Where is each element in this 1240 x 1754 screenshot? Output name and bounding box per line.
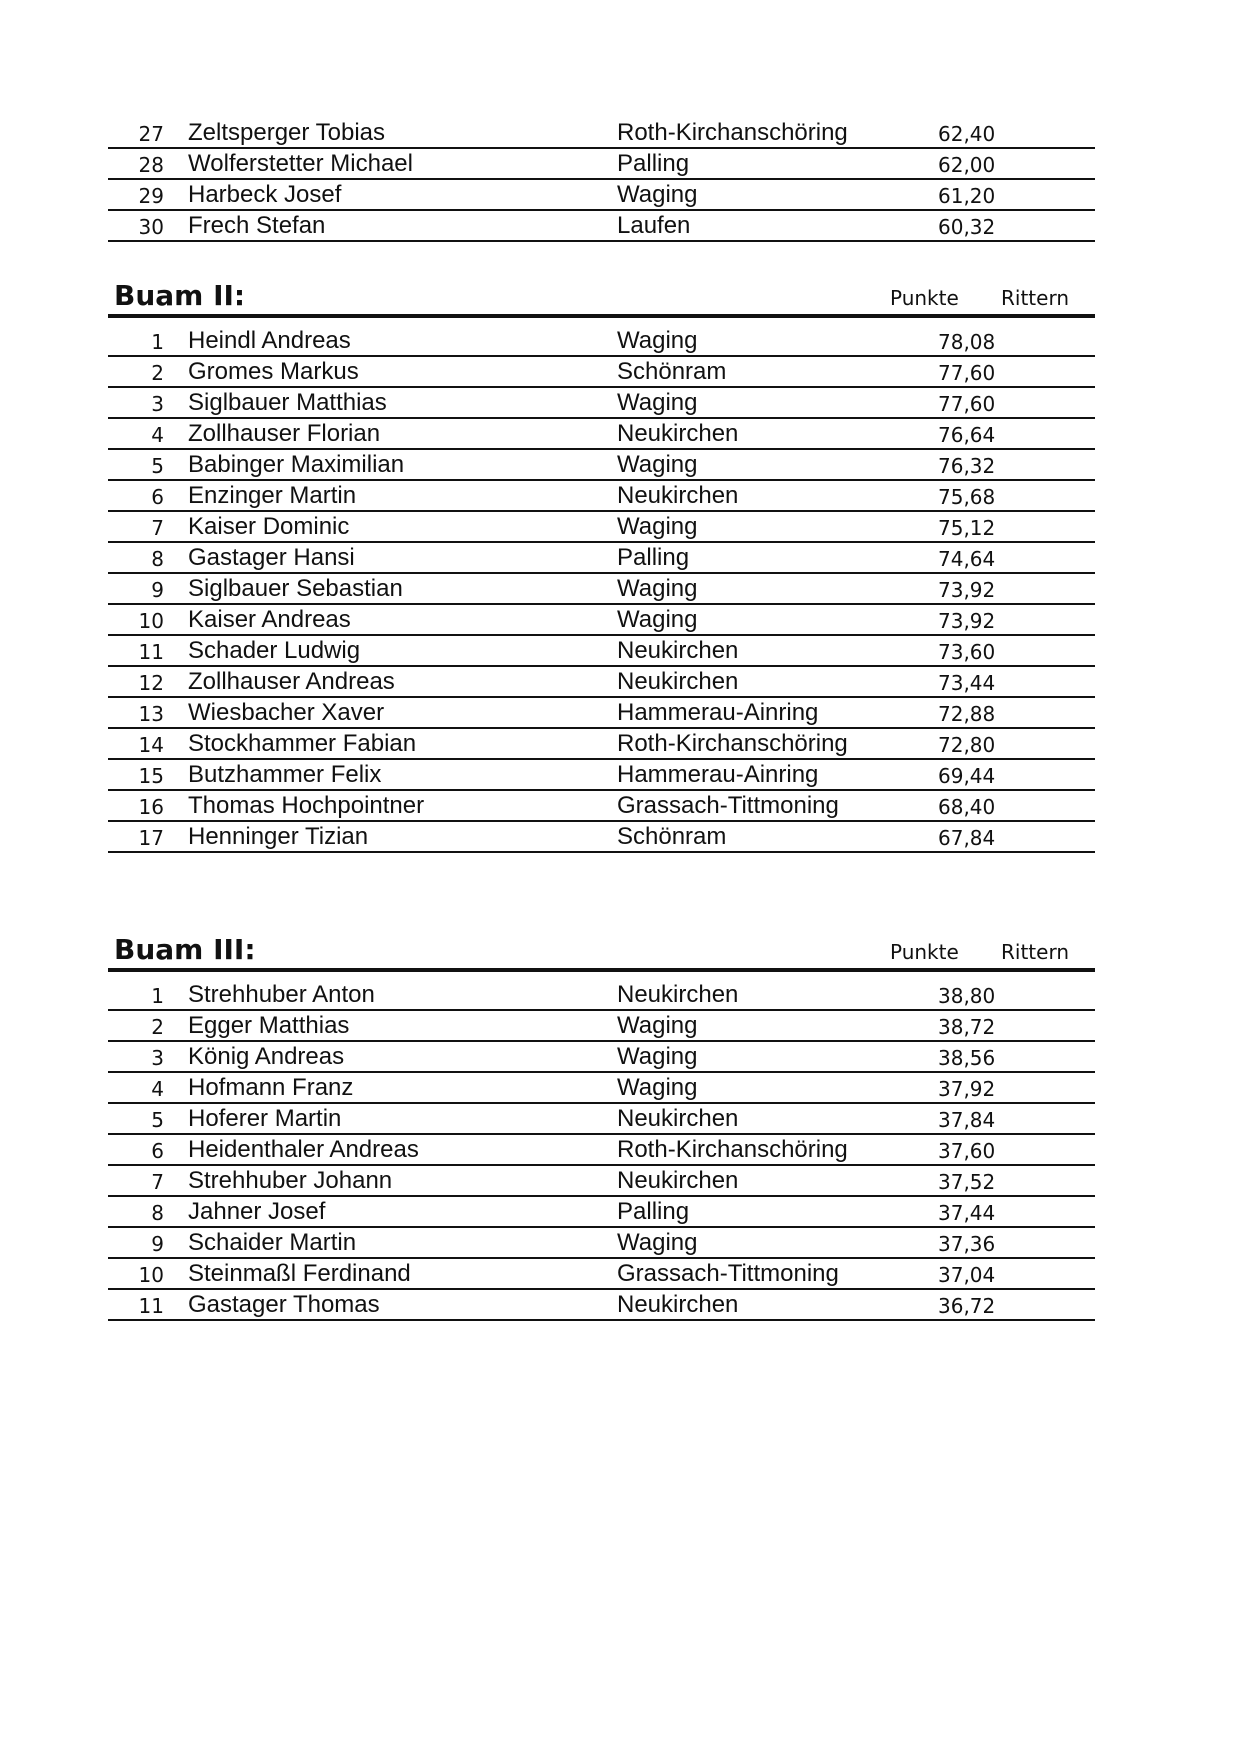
rank-cell: 2: [151, 1015, 164, 1039]
rank-cell: 4: [151, 423, 164, 447]
points-cell: 73,92: [938, 609, 996, 633]
name-cell: Zollhauser Florian: [188, 420, 381, 447]
rank-cell: 9: [151, 578, 164, 602]
name-cell: Frech Stefan: [188, 212, 326, 239]
table-row: [108, 574, 1095, 605]
club-cell: Grassach-Tittmoning: [617, 1260, 839, 1287]
table-row: [108, 450, 1095, 481]
table-row: [108, 1290, 1095, 1321]
rank-cell: 15: [138, 764, 164, 788]
points-cell: 76,64: [938, 423, 996, 447]
name-cell: Schaider Martin: [188, 1229, 357, 1256]
points-cell: 61,20: [938, 184, 996, 208]
table-row: [108, 149, 1095, 180]
table-row: [108, 118, 1095, 149]
table-row: [108, 419, 1095, 450]
section-title: Buam II:: [114, 279, 246, 312]
points-cell: 37,84: [938, 1108, 996, 1132]
points-cell: 77,60: [938, 392, 996, 416]
rank-cell: 5: [151, 454, 164, 478]
rank-cell: 12: [138, 671, 164, 695]
table-row: [108, 1197, 1095, 1228]
points-cell: 62,40: [938, 122, 996, 146]
buam-iii-section: [108, 932, 1095, 1321]
table-row: [108, 1228, 1095, 1259]
table-row: [108, 180, 1095, 211]
name-cell: Siglbauer Sebastian: [188, 575, 403, 602]
name-cell: Butzhammer Felix: [188, 761, 382, 788]
buam-ii-section: [108, 278, 1095, 853]
name-cell: Harbeck Josef: [188, 181, 342, 208]
rank-cell: 5: [151, 1108, 164, 1132]
table-row: [108, 211, 1095, 242]
rank-cell: 8: [151, 547, 164, 571]
name-cell: Stockhammer Fabian: [188, 730, 417, 757]
table-row: [108, 698, 1095, 729]
name-cell: Jahner Josef: [188, 1198, 326, 1225]
club-cell: Neukirchen: [617, 981, 739, 1008]
club-cell: Roth-Kirchanschöring: [617, 119, 848, 146]
club-cell: Neukirchen: [617, 482, 739, 509]
table-row: [108, 543, 1095, 574]
table-row: [108, 1011, 1095, 1042]
rank-cell: 3: [151, 1046, 164, 1070]
rank-cell: 6: [151, 485, 164, 509]
name-cell: Egger Matthias: [188, 1012, 350, 1039]
rank-cell: 1: [151, 984, 164, 1008]
club-cell: Neukirchen: [617, 668, 739, 695]
name-cell: Gromes Markus: [188, 358, 359, 385]
points-cell: 37,36: [938, 1232, 996, 1256]
club-cell: Waging: [617, 1012, 698, 1039]
rank-cell: 29: [138, 184, 164, 208]
rank-cell: 9: [151, 1232, 164, 1256]
table-row: [108, 1042, 1095, 1073]
points-cell: 37,92: [938, 1077, 996, 1101]
points-cell: 37,04: [938, 1263, 996, 1287]
club-cell: Waging: [617, 513, 698, 540]
name-cell: Henninger Tizian: [188, 823, 369, 850]
rank-cell: 2: [151, 361, 164, 385]
name-cell: Gastager Thomas: [188, 1291, 380, 1318]
name-cell: Kaiser Dominic: [188, 513, 350, 540]
name-cell: Zeltsperger Tobias: [188, 119, 385, 146]
club-cell: Waging: [617, 606, 698, 633]
points-cell: 38,80: [938, 984, 996, 1008]
club-cell: Waging: [617, 1229, 698, 1256]
points-cell: 37,60: [938, 1139, 996, 1163]
rank-cell: 3: [151, 392, 164, 416]
table-row: [108, 760, 1095, 791]
rank-cell: 10: [138, 1263, 164, 1287]
points-cell: 73,92: [938, 578, 996, 602]
club-cell: Waging: [617, 451, 698, 478]
points-cell: 60,32: [938, 215, 996, 239]
club-cell: Waging: [617, 1043, 698, 1070]
rank-cell: 16: [138, 795, 164, 819]
club-cell: Schönram: [617, 358, 727, 385]
name-cell: Heidenthaler Andreas: [188, 1136, 419, 1163]
club-cell: Waging: [617, 389, 698, 416]
club-cell: Neukirchen: [617, 1167, 739, 1194]
table-row: [108, 357, 1095, 388]
table-row: [108, 1135, 1095, 1166]
club-cell: Neukirchen: [617, 420, 739, 447]
section-title: Buam III:: [114, 933, 256, 966]
table-row: [108, 1259, 1095, 1290]
points-cell: 73,44: [938, 671, 996, 695]
club-cell: Waging: [617, 1074, 698, 1101]
points-cell: 78,08: [938, 330, 996, 354]
points-cell: 37,52: [938, 1170, 996, 1194]
rank-cell: 14: [138, 733, 164, 757]
name-cell: König Andreas: [188, 1043, 345, 1070]
name-cell: Hofmann Franz: [188, 1074, 354, 1101]
table-row: [108, 388, 1095, 419]
points-cell: 38,72: [938, 1015, 996, 1039]
club-cell: Neukirchen: [617, 637, 739, 664]
column-header-points: Punkte: [890, 286, 959, 310]
continuation-table: [108, 118, 1095, 242]
name-cell: Gastager Hansi: [188, 544, 355, 571]
rank-cell: 13: [138, 702, 164, 726]
name-cell: Siglbauer Matthias: [188, 389, 387, 416]
rank-cell: 17: [138, 826, 164, 850]
section-header: [108, 278, 1095, 318]
name-cell: Zollhauser Andreas: [188, 668, 395, 695]
rank-cell: 11: [138, 1294, 164, 1318]
club-cell: Waging: [617, 575, 698, 602]
table-row: [108, 791, 1095, 822]
rank-cell: 4: [151, 1077, 164, 1101]
rank-cell: 1: [151, 330, 164, 354]
club-cell: Palling: [617, 544, 690, 571]
points-cell: 75,12: [938, 516, 996, 540]
name-cell: Hoferer Martin: [188, 1105, 342, 1132]
points-cell: 38,56: [938, 1046, 996, 1070]
name-cell: Wiesbacher Xaver: [188, 699, 385, 726]
points-cell: 67,84: [938, 826, 996, 850]
points-cell: 72,88: [938, 702, 996, 726]
table-row: [108, 1166, 1095, 1197]
club-cell: Roth-Kirchanschöring: [617, 1136, 848, 1163]
name-cell: Wolferstetter Michael: [188, 150, 413, 177]
rank-cell: 7: [151, 516, 164, 540]
points-cell: 37,44: [938, 1201, 996, 1225]
club-cell: Palling: [617, 1198, 690, 1225]
rank-cell: 11: [138, 640, 164, 664]
club-cell: Grassach-Tittmoning: [617, 792, 839, 819]
club-cell: Neukirchen: [617, 1291, 739, 1318]
table-row: [108, 605, 1095, 636]
continuation-rows: [108, 118, 1095, 242]
rank-cell: 7: [151, 1170, 164, 1194]
name-cell: Steinmaßl Ferdinand: [188, 1260, 411, 1287]
rank-cell: 27: [138, 122, 164, 146]
name-cell: Strehhuber Anton: [188, 981, 375, 1008]
points-cell: 72,80: [938, 733, 996, 757]
name-cell: Babinger Maximilian: [188, 451, 405, 478]
name-cell: Thomas Hochpointner: [188, 792, 425, 819]
name-cell: Schader Ludwig: [188, 637, 361, 664]
club-cell: Schönram: [617, 823, 727, 850]
points-cell: 62,00: [938, 153, 996, 177]
points-cell: 69,44: [938, 764, 996, 788]
name-cell: Kaiser Andreas: [188, 606, 351, 633]
section-header: [108, 932, 1095, 972]
column-header-rittern: Rittern: [1001, 940, 1069, 964]
rank-cell: 30: [138, 215, 164, 239]
club-cell: Roth-Kirchanschöring: [617, 730, 848, 757]
name-cell: Heindl Andreas: [188, 327, 351, 354]
table-row: [108, 822, 1095, 853]
rank-cell: 10: [138, 609, 164, 633]
table-row: [108, 512, 1095, 543]
table-row: [108, 667, 1095, 698]
rank-cell: 28: [138, 153, 164, 177]
table-row: [108, 636, 1095, 667]
buam-iii-rows: [108, 980, 1095, 1321]
rank-cell: 8: [151, 1201, 164, 1225]
rank-cell: 6: [151, 1139, 164, 1163]
points-cell: 75,68: [938, 485, 996, 509]
column-header-points: Punkte: [890, 940, 959, 964]
points-cell: 73,60: [938, 640, 996, 664]
club-cell: Hammerau-Ainring: [617, 699, 819, 726]
table-row: [108, 729, 1095, 760]
club-cell: Hammerau-Ainring: [617, 761, 819, 788]
club-cell: Waging: [617, 181, 698, 208]
club-cell: Laufen: [617, 212, 691, 239]
club-cell: Palling: [617, 150, 690, 177]
points-cell: 77,60: [938, 361, 996, 385]
table-row: [108, 481, 1095, 512]
club-cell: Neukirchen: [617, 1105, 739, 1132]
column-header-rittern: Rittern: [1001, 286, 1069, 310]
points-cell: 76,32: [938, 454, 996, 478]
table-row: [108, 1104, 1095, 1135]
points-cell: 36,72: [938, 1294, 996, 1318]
table-row: [108, 980, 1095, 1011]
name-cell: Strehhuber Johann: [188, 1167, 393, 1194]
table-row: [108, 326, 1095, 357]
name-cell: Enzinger Martin: [188, 482, 357, 509]
club-cell: Waging: [617, 327, 698, 354]
buam-ii-rows: [108, 326, 1095, 853]
points-cell: 68,40: [938, 795, 996, 819]
table-row: [108, 1073, 1095, 1104]
points-cell: 74,64: [938, 547, 996, 571]
